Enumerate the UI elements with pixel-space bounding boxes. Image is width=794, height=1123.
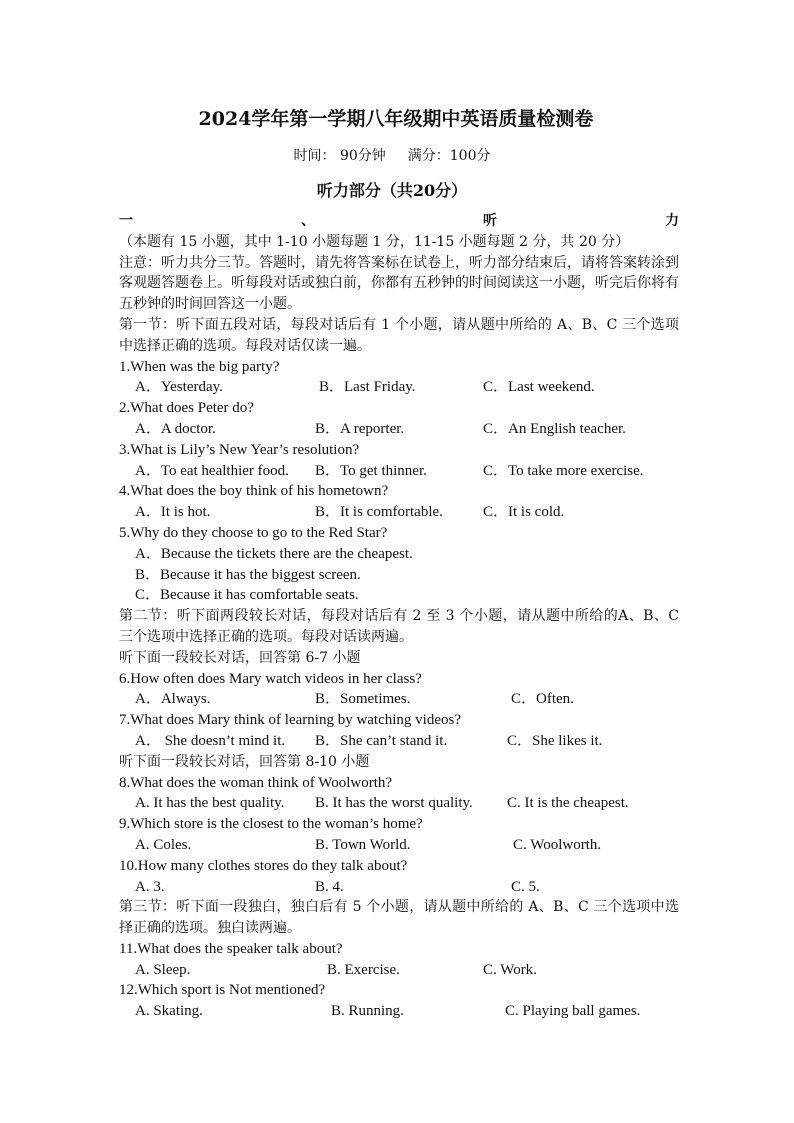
instruction-q6-7: 听下面一段较长对话，回答第 6-7 小题 [119,649,361,666]
option-c: C．She likes it. [507,732,603,749]
part1-description: （本题有 15 小题，其中 1-10 小题每题 1 分，11-15 小题每题 2 分，共 20 分） [119,233,630,250]
option-c: C. 5. [511,878,540,895]
question-12: 12.Which sport is Not mentioned? [119,982,326,999]
option-a: A．Because the tickets there are the cheapest. [135,545,413,562]
option-a: A． She doesn’t mind it. [135,732,286,749]
question-8: 8.What does the woman think of Woolworth? [119,774,393,791]
option-b: B．To get thinner. [315,462,427,479]
option-c: C．Often. [511,691,574,708]
exam-meta [105,136,679,176]
question-5: 5.Why do they choose to go to the Red Star? [119,524,388,541]
question-1: 1.When was the big party? [119,358,280,375]
question-9: 9.Which store is the closest to the woman’s home? [119,816,423,833]
question-12-options [119,1001,679,1022]
option-c: C．An English teacher. [483,420,626,437]
question-10: 10.How many clothes stores do they talk about? [119,857,408,874]
option-c: C. Work. [483,961,537,978]
part1-header [119,211,679,253]
part1-title: 一、听力 [119,213,679,229]
exam-content [119,103,679,1022]
listening-notice: 注意：听力共分三节。答题时，请先将答案标在试卷上，听力部分结束后，请将答案转涂到客观题答题卷上。听每段对话或独白前，你都有五秒钟的时间阅读这一小题，听完后你将有五秒钟的时间回答这一小题。 [119,254,679,313]
option-c: C. It is the cheapest. [507,795,629,812]
option-c: C．Because it has comfortable seats. [135,587,359,604]
option-b: B．Last Friday. [319,379,416,396]
option-b: B. 4. [315,878,344,895]
question-11-options [119,960,679,981]
question-3: 3.What is Lily’s New Year’s resolution? [119,441,360,458]
option-b: B．Sometimes. [315,691,411,708]
question-4-options [119,502,679,523]
exam-full-score: 满分：100分 [407,148,491,164]
option-c: C. Playing ball games. [505,1003,641,1020]
option-a: A．Always. [135,691,211,708]
option-c: C．It is cold. [483,504,565,521]
option-b: B．Because it has the biggest screen. [135,566,361,583]
section3-instructions: 第三节：听下面一段独白，独白后有 5 个小题，请从题中所给的 A、B、C 三个选项中选择正确的选项。独白读两遍。 [119,899,679,937]
question-3-options [119,461,679,482]
option-b: B．A reporter. [315,420,405,437]
option-c: C．To take more exercise. [483,462,644,479]
section2-instructions: 第二节：听下面两段较长对话，每段对话后有 2 至 3 个小题，请从题中所给的A、B、C 三个选项中选择正确的选项。每段对话读两遍。 [119,608,679,645]
option-a: A．To eat healthier food. [135,462,289,479]
listening-heading: 听力部分（共20分） [316,181,468,200]
exam-title: 2024学年第一学期八年级期中英语质量检测卷 [198,108,594,130]
option-a: A. It has the best quality. [135,795,285,812]
question-9-options [119,835,679,856]
option-a: A. Skating. [135,1003,203,1020]
question-1-options [119,377,679,398]
question-7-options [119,731,679,752]
option-a: A．It is hot. [135,504,211,521]
option-b: B．She can’t stand it. [315,732,448,749]
option-a: A．A doctor. [135,420,216,437]
option-c: C．Last weekend. [483,379,595,396]
option-b: B. Running. [331,1003,404,1020]
option-b: B. Exercise. [327,961,400,978]
question-8-options [119,793,679,814]
option-a: A. 3. [135,878,165,895]
question-6: 6.How often does Mary watch videos in her class? [119,670,422,687]
question-2-options [119,419,679,440]
option-b: B. Town World. [315,836,411,853]
instruction-q8-10: 听下面一段较长对话，回答第 8-10 小题 [119,753,370,770]
question-11: 11.What does the speaker talk about? [119,940,343,957]
question-7: 7.What does Mary think of learning by watching videos? [119,712,461,729]
option-b: B．It is comfortable. [315,504,443,521]
option-b: B. It has the worst quality. [315,795,473,812]
question-4: 4.What does the boy think of his hometown? [119,483,389,500]
question-10-options [119,877,679,898]
option-a: A. Coles. [135,836,192,853]
option-a: A．Yesterday. [135,379,223,396]
question-6-options [119,689,679,710]
exam-time: 时间： 90分钟 [293,148,386,164]
question-2: 2.What does Peter do? [119,400,254,417]
option-c: C. Woolworth. [513,836,602,853]
option-a: A. Sleep. [135,961,191,978]
section1-instructions: 第一节：听下面五段对话，每段对话后有 1 个小题，请从题中所给的 A、B、C 三个选项中选择正确的选项。每段对话仅读一遍。 [119,316,679,354]
